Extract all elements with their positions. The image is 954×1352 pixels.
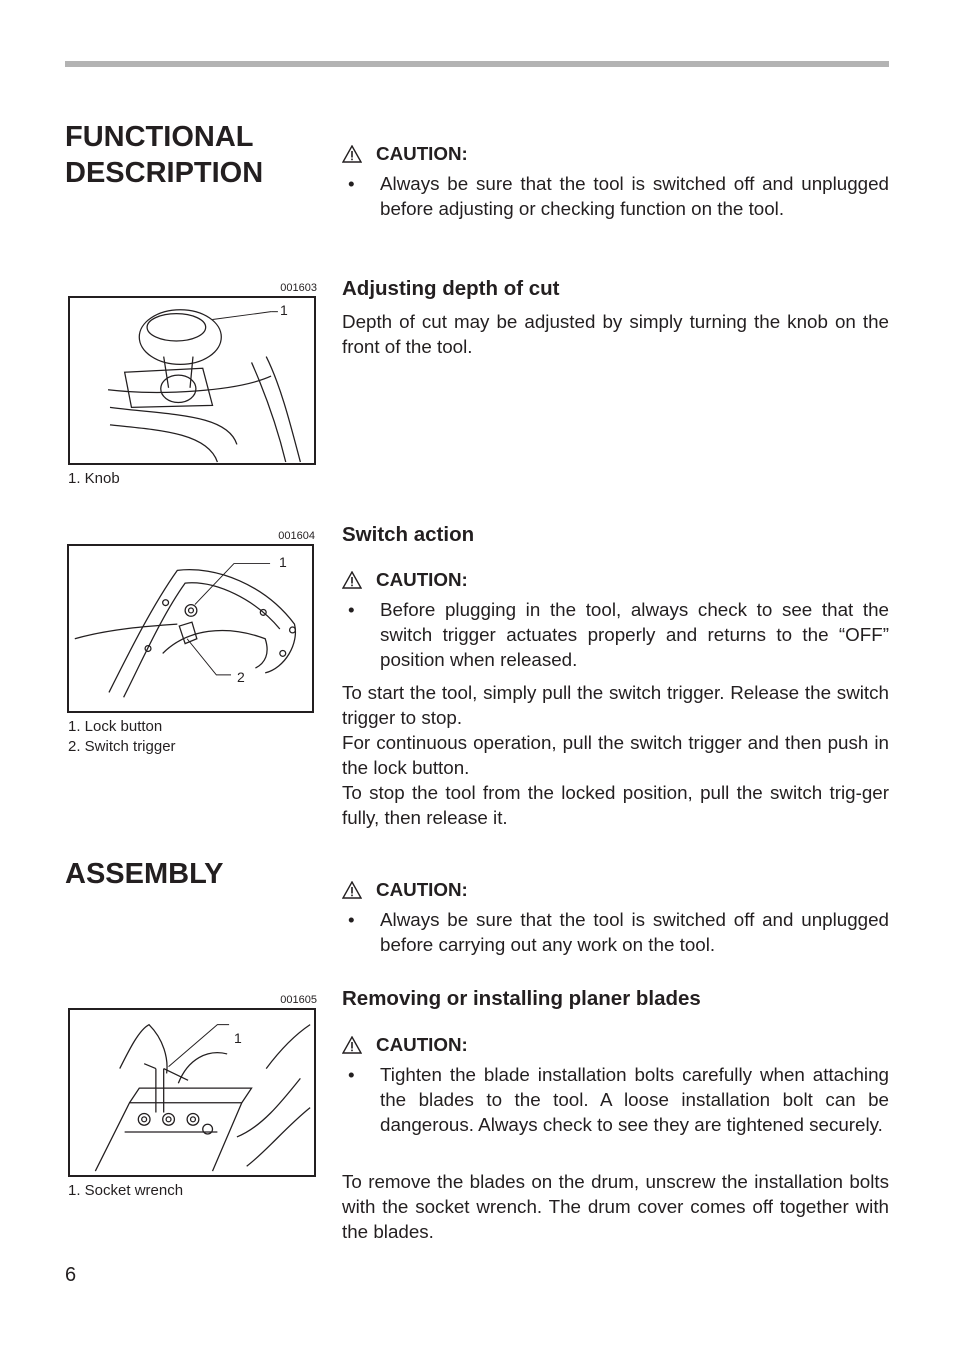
figure-callout: 1 — [234, 1030, 242, 1046]
figure-callout: 1 — [279, 554, 287, 570]
caution-block-assembly — [342, 878, 889, 957]
caution-heading — [342, 142, 889, 166]
caution-label: CAUTION: — [376, 1034, 468, 1055]
switch-drawing — [69, 546, 312, 711]
figure-switch-illustration — [67, 544, 314, 713]
caution-bullet-text: Before plugging in the tool, always check to see that the switch trigger actuates properly and returns to the “OFF” position when released. — [380, 599, 889, 670]
figure-socket-wrench-illustration — [68, 1008, 316, 1177]
legend-item: 2. Switch trigger — [68, 738, 176, 755]
caution-block-blades — [342, 1033, 889, 1137]
heading-line: DESCRIPTION — [65, 157, 264, 189]
warning-triangle-icon — [342, 571, 362, 589]
depth-paragraph: Depth of cut may be adjusted by simply turning the knob on the front of the tool. — [342, 311, 889, 357]
page-number: 6 — [65, 1264, 77, 1286]
figure-callout: 1 — [280, 302, 288, 318]
caution-block-functional — [342, 142, 889, 221]
warning-triangle-icon — [342, 145, 362, 163]
switch-paragraph: To stop the tool from the locked position, pull the switch trig-ger fully, then release it. — [342, 782, 889, 828]
caution-heading — [342, 568, 889, 592]
caution-label: CAUTION: — [376, 879, 468, 900]
figure-knob-illustration — [68, 296, 316, 465]
figure-legend — [68, 717, 318, 757]
blades-paragraph: To remove the blades on the drum, unscrew the installation bolts with the socket wrench. The drum cover comes off together with the blades. — [342, 1171, 889, 1242]
caution-bullet — [342, 1062, 889, 1137]
figure-callout: 2 — [237, 669, 245, 685]
section-heading-assembly: ASSEMBLY — [65, 858, 224, 890]
switch-paragraph: To start the tool, simply pull the switch trigger. Release the switch trigger to stop. — [342, 682, 889, 728]
caution-bullet — [342, 171, 889, 221]
header-rule — [65, 61, 889, 67]
knob-drawing — [70, 298, 314, 463]
caution-bullet-text: Always be sure that the tool is switched off and unplugged before adjusting or checking function on the tool. — [380, 173, 889, 219]
caution-block-switch — [342, 568, 889, 672]
subsection-title-blades: Removing or installing planer blades — [342, 987, 701, 1010]
bullet-dot: • — [348, 909, 355, 930]
heading-line: FUNCTIONAL — [65, 121, 254, 153]
subsection-title-depth: Adjusting depth of cut — [342, 277, 560, 300]
caution-bullet-text: Tighten the blade installation bolts carefully when attaching the blades to the tool. A loose installation bolt can be dangerous. Always check to see they are tightened securely. — [380, 1064, 889, 1135]
caution-label: CAUTION: — [376, 143, 468, 164]
bullet-dot: • — [348, 599, 355, 620]
subsection-title-switch: Switch action — [342, 523, 475, 546]
caution-bullet — [342, 907, 889, 957]
bullet-dot: • — [348, 1064, 355, 1085]
bullet-dot: • — [348, 173, 355, 194]
switch-paragraphs — [342, 680, 889, 830]
warning-triangle-icon — [342, 1036, 362, 1054]
legend-item: 1. Knob — [68, 470, 120, 487]
caution-heading — [342, 878, 889, 902]
switch-paragraph: For continuous operation, pull the switch trigger and then push in the lock button. — [342, 732, 889, 778]
figure-legend — [68, 1181, 318, 1201]
figure-code: 001603 — [280, 282, 317, 294]
figure-code: 001604 — [278, 530, 315, 542]
caution-heading — [342, 1033, 889, 1057]
legend-item: 1. Lock button — [68, 718, 163, 735]
section-heading-functional-description — [65, 119, 325, 191]
caution-bullet-text: Always be sure that the tool is switched off and unplugged before carrying out any work on the tool. — [380, 909, 889, 955]
figure-code: 001605 — [280, 994, 317, 1006]
caution-bullet — [342, 597, 889, 672]
figure-legend — [68, 469, 318, 489]
legend-item: 1. Socket wrench — [68, 1182, 184, 1199]
socket-wrench-drawing — [70, 1010, 314, 1175]
caution-label: CAUTION: — [376, 569, 468, 590]
warning-triangle-icon — [342, 881, 362, 899]
